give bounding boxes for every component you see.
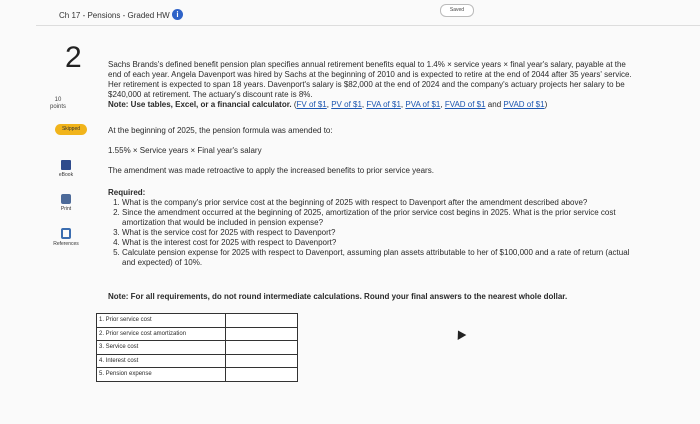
- info-icon[interactable]: i: [172, 9, 183, 20]
- mouse-cursor-icon: [454, 328, 467, 340]
- top-bar: [0, 0, 700, 26]
- assignment-title: Ch 17 - Pensions - Graded HW: [59, 11, 170, 20]
- prior-service-cost-input[interactable]: [228, 314, 295, 326]
- required-item-3: 3. What is the service cost for 2025 with respect to Davenport?: [122, 228, 638, 238]
- print-icon: [61, 194, 71, 204]
- retro-text: The amendment was made retroactive to apply the increased benefits to prior service years.: [108, 166, 434, 175]
- pension-expense-input[interactable]: [228, 368, 295, 380]
- amend-text: At the beginning of 2025, the pension formula was amended to:: [108, 126, 333, 135]
- answer-table: [96, 313, 298, 382]
- points-label: points: [50, 104, 67, 110]
- print-label: Print: [60, 206, 72, 212]
- answer-label: 2. Prior service cost amortization: [97, 327, 226, 341]
- rounding-note: Note: For all requirements, do not round intermediate calculations. Round your final answers to the nearest whole dollar.: [108, 292, 568, 301]
- required-item-4: 4. What is the interest cost for 2025 with respect to Davenport?: [122, 238, 638, 248]
- amortization-input[interactable]: [228, 328, 295, 340]
- formula-text: 1.55% × Service years × Final year's salary: [108, 146, 262, 155]
- answer-label: 3. Service cost: [97, 341, 226, 355]
- answer-row: [97, 314, 298, 328]
- status-badge: Skipped: [55, 124, 87, 135]
- references-icon: [61, 228, 71, 239]
- link-fvad[interactable]: FVAD of $1: [444, 100, 486, 109]
- answer-row: [97, 368, 298, 382]
- note-label: Note: Use tables, Excel, or a financial calculator.: [108, 100, 292, 109]
- answer-row: [97, 354, 298, 368]
- ebook-label: eBook: [58, 172, 74, 178]
- link-fva[interactable]: FVA of $1: [366, 100, 401, 109]
- ebook-button[interactable]: [46, 160, 86, 178]
- answer-label: 5. Pension expense: [97, 368, 226, 382]
- link-fv[interactable]: FV of $1: [296, 100, 327, 109]
- required-item-1: 1. What is the company's prior service cost at the beginning of 2025 with respect to Davenport after the amendment described above?: [122, 198, 638, 208]
- required-section: [108, 188, 638, 268]
- answer-label: 1. Prior service cost: [97, 314, 226, 328]
- answer-row: [97, 341, 298, 355]
- intro-text: Sachs Brands's defined benefit pension plan specifies annual retirement benefits equal to 1.4% × service years × final year's salary, payable at the end of each year. Angela Davenport was hired by Sachs at the beginning of 2010 and is expected to retire at the end of 2044 after 35 years' service. Her retirement is expected to span 18 years. Davenport's salary is $82,000 at the end of 2024 and the company's actuary projects her salary to be $240,000 at retirement. The actuary's discount rate is 8%.: [108, 60, 632, 99]
- references-button[interactable]: [46, 228, 86, 247]
- link-pvad[interactable]: PVAD of $1: [503, 100, 545, 109]
- print-button[interactable]: [46, 194, 86, 212]
- link-pva[interactable]: PVA of $1: [405, 100, 441, 109]
- saved-status: Saved: [440, 4, 474, 17]
- points-value: 10: [54, 97, 62, 103]
- required-label: Required:: [108, 188, 146, 197]
- link-pv[interactable]: PV of $1: [331, 100, 362, 109]
- problem-intro: Sachs Brands's defined benefit pension plan specifies annual retirement benefits equal to 1.4% × service years × final year's salary, payable at the end of each year. Angela Davenport was hired by Sachs at the beginning of 2010 and is expected to retire at the end of 2044 after 35 years' service. Her retirement is expected to span 18 years. Davenport's salary is $82,000 at the end of 2024 and the company's actuary projects her salary to be $240,000 at retirement. The actuary's discount rate is 8%. Note: Use tables, Excel, or a financial calculator. (FV of $1, PV of $1, FVA of $1, PVA of $1, FVAD of $1 and PVAD of $1): [108, 60, 632, 109]
- answer-label: 4. Interest cost: [97, 354, 226, 368]
- interest-cost-input[interactable]: [228, 355, 295, 367]
- book-icon: [61, 160, 71, 170]
- header-divider: [36, 25, 700, 26]
- required-item-5: 5. Calculate pension expense for 2025 with respect to Davenport, assuming plan assets attributable to her of $100,000 and a rate of return (actual and expected) of 10%.: [122, 248, 638, 268]
- answer-row: [97, 327, 298, 341]
- question-number: 2: [65, 41, 82, 74]
- references-label: References: [53, 241, 79, 247]
- points-info: [50, 97, 66, 111]
- service-cost-input[interactable]: [228, 341, 295, 353]
- required-item-2: 2. Since the amendment occurred at the beginning of 2025, amortization of the prior service cost begins in 2025. What is the prior service cost amortization that would be included in pension expense?: [122, 208, 638, 228]
